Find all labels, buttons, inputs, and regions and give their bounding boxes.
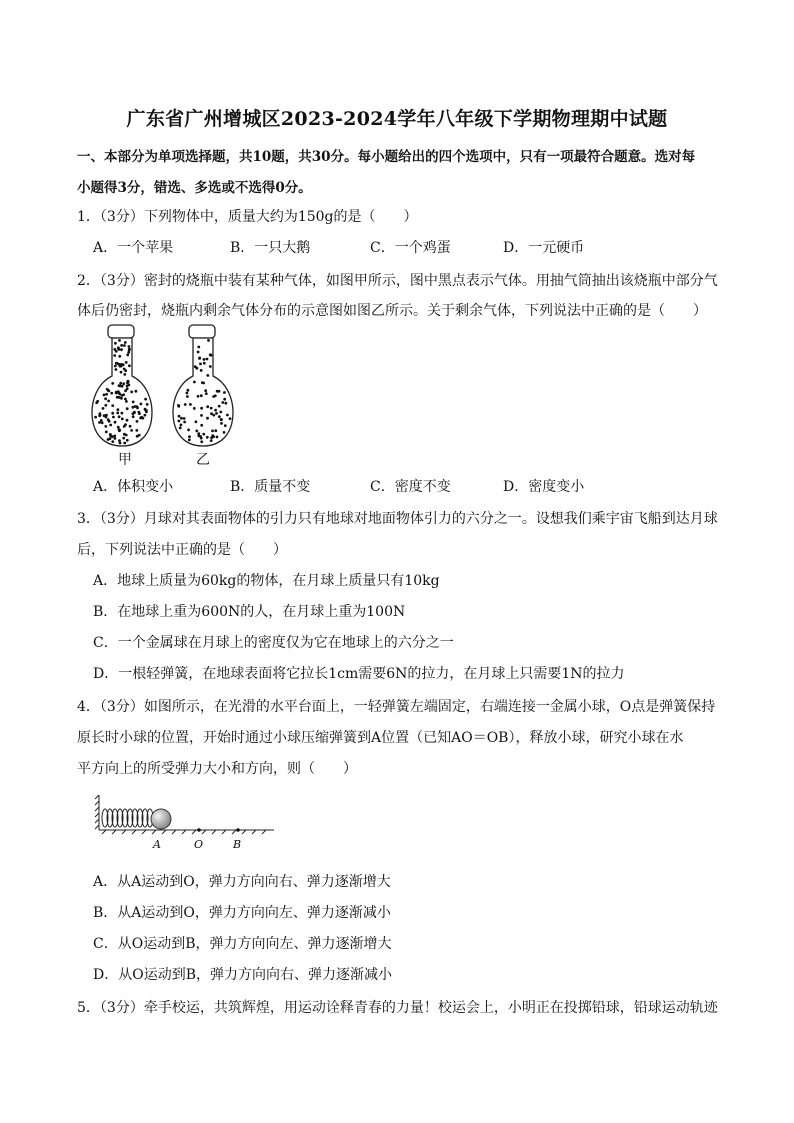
gas-dot (215, 412, 218, 415)
gas-dot (124, 369, 127, 372)
question-3-option-a: A．地球上质量为60kg的物体，在月球上质量只有10kg (93, 573, 440, 589)
gas-dot (186, 395, 189, 398)
gas-dot (193, 407, 196, 410)
point-b-marker (236, 828, 240, 832)
gas-dot (187, 429, 190, 432)
point-b-label: B (233, 838, 242, 851)
question-4-stem-line: 原长时小球的位置，开始时通过小球压缩弹簧到A位置（已知AO＝OB），释放小球，研究小球在水 (77, 730, 684, 746)
point-o-marker (197, 828, 201, 832)
gas-dot (198, 357, 201, 360)
question-1-option-b: B．一只大鹅 (230, 240, 311, 256)
gas-dot (111, 412, 114, 415)
gas-dot (194, 365, 197, 368)
gas-dot (195, 420, 198, 423)
gas-dot (197, 346, 200, 349)
gas-dot (134, 405, 137, 408)
gas-dot (199, 435, 202, 438)
gas-dot (197, 351, 200, 354)
gas-dot (117, 426, 120, 429)
gas-dot (105, 414, 108, 417)
gas-dot (177, 404, 180, 407)
gas-dot (189, 403, 192, 406)
gas-dot (180, 417, 183, 420)
figure-label-yi: 乙 (196, 452, 210, 468)
question-3-option-d: D．一根轻弹簧，在地球表面将它拉长1cm需要6N的拉力，在月球上只需要1N的拉力 (93, 666, 625, 682)
section-heading-line: 小题得3分，错选、多选或不选得0分。 (77, 180, 312, 196)
gas-dot (219, 411, 222, 414)
gas-dot (111, 440, 114, 443)
gas-dot (223, 398, 226, 401)
gas-dot (225, 402, 228, 405)
gas-dot (202, 433, 205, 436)
gas-dot (216, 390, 219, 393)
gas-dot (132, 415, 135, 418)
gas-dot (226, 414, 229, 417)
gas-dot (120, 394, 123, 397)
gas-dot (214, 409, 217, 412)
gas-dot (105, 393, 108, 396)
question-2-option-c: C．密度不变 (370, 479, 451, 495)
gas-dot (200, 394, 203, 397)
gas-dot (118, 392, 121, 395)
gas-dot (210, 407, 213, 410)
gas-dot (209, 365, 212, 368)
gas-dot (111, 404, 114, 407)
gas-dot (114, 437, 117, 440)
gas-dot (221, 401, 224, 404)
question-1-stem: 1．（3分）下列物体中，质量大约为150g的是（ ） (77, 209, 418, 225)
gas-dot (200, 369, 203, 372)
gas-dot (124, 398, 127, 401)
gas-dot (114, 421, 117, 424)
section-heading (77, 142, 717, 204)
gas-dot (118, 429, 121, 432)
gas-dot (218, 415, 221, 418)
flask-full-gas (92, 325, 152, 446)
gas-dot (123, 442, 126, 445)
gas-dot (120, 348, 123, 351)
gas-dot (206, 405, 209, 408)
gas-dot (178, 415, 181, 418)
gas-dot (135, 429, 138, 432)
gas-dot (203, 358, 206, 361)
gas-dot (117, 348, 120, 351)
gas-dot (120, 344, 123, 347)
question-1-options (93, 237, 584, 257)
gas-dot (200, 440, 203, 443)
gas-dot (200, 407, 203, 410)
gas-dot (122, 437, 125, 440)
gas-dot (126, 387, 129, 390)
gas-dot (120, 371, 123, 374)
gas-dot (137, 411, 140, 414)
gas-dot (197, 395, 200, 398)
gas-dot (99, 412, 102, 415)
gas-dot (117, 396, 120, 399)
question-3-stem-line: 后，下列说法中正确的是（ ） (77, 542, 287, 558)
gas-dot (127, 351, 130, 354)
gas-dot (107, 418, 110, 421)
question-4-stem-line: 4．（3分）如图所示，在光滑的水平台面上，一轻弹簧左端固定，右端连接一金属小球，O点是弹簧保持 (77, 699, 716, 715)
gas-dot (133, 411, 136, 414)
gas-dot (183, 417, 186, 420)
question-3-stem-line: 3．（3分）月球对其表面物体的引力只有地球对地面物体引力的六分之一。设想我们乘宇宙飞船到达月球 (77, 511, 718, 527)
gas-dot (95, 401, 98, 404)
question-4-stem-line: 平方向上的所受弹力大小和方向，则（ ） (77, 761, 357, 777)
gas-dot (195, 430, 198, 433)
question-2-option-d: D．密度变小 (503, 479, 585, 495)
gas-dot (113, 348, 116, 351)
gas-dot (183, 421, 186, 424)
gas-dot (107, 400, 110, 403)
question-1-option-d: D．一元硬币 (503, 240, 585, 256)
gas-dot (121, 418, 124, 421)
metal-ball (151, 809, 171, 829)
spring (102, 809, 153, 827)
gas-dot (107, 389, 110, 392)
gas-dot (118, 339, 121, 342)
gas-dot (128, 384, 131, 387)
gas-dot (184, 403, 187, 406)
gas-dot (141, 416, 144, 419)
gas-dot (123, 344, 126, 347)
gas-dot (113, 354, 116, 357)
gas-dot (125, 361, 128, 364)
gas-dot (201, 381, 204, 384)
gas-dot (214, 429, 217, 432)
gas-dot (124, 423, 127, 426)
gas-dot (105, 431, 108, 434)
question-2-stem-line: 2．（3分）密封的烧瓶中装有某种气体，如图甲所示，图中黑点表示气体。用抽气筒抽出该烧瓶中部分气 (77, 273, 718, 289)
gas-dot (206, 417, 209, 420)
gas-dot (121, 412, 124, 415)
gas-dot (118, 415, 121, 418)
gas-dot (136, 420, 139, 423)
gas-dot (112, 416, 115, 419)
gas-dot (218, 405, 221, 408)
figure-label-jia: 甲 (118, 452, 132, 468)
gas-dot (180, 424, 183, 427)
gas-dot (125, 400, 128, 403)
gas-dot (113, 435, 116, 438)
gas-dot (118, 355, 121, 358)
gas-dot (204, 389, 207, 392)
gas-dot (109, 435, 112, 438)
question-4-option-a: A．从A运动到O，弹力方向向右、弹力逐渐增大 (93, 874, 391, 890)
gas-dot (205, 392, 208, 395)
gas-dot (94, 416, 97, 419)
gas-dot (144, 398, 147, 401)
gas-dot (115, 391, 118, 394)
question-4-option-d: D．从O运动到B，弹力方向向右、弹力逐渐减小 (93, 967, 392, 983)
gas-dot (126, 354, 129, 357)
gas-dot (223, 431, 226, 434)
question-5-stem-line: 5．（3分）牵手校运，共筑辉煌，用运动诠释青春的力量！校运会上，小明正在投掷铅球，铅球运动轨迹 (77, 1000, 718, 1016)
gas-dot (193, 381, 196, 384)
question-3-option-b: B．在地球上重为600N的人，在月球上重为100N (93, 604, 406, 620)
gas-dot (209, 353, 212, 356)
question-2-stem-line: 体后仍密封，烧瓶内剩余气体分布的示意图如图乙所示。关于剩余气体，下列说法中正确的是（ ） (77, 303, 707, 319)
gas-dot (119, 384, 122, 387)
gas-dot (98, 421, 101, 424)
gas-dot (200, 424, 203, 427)
gas-dot (119, 365, 122, 368)
gas-dot (101, 421, 104, 424)
flask-partial-gas (173, 325, 233, 446)
gas-dot (103, 394, 106, 397)
gas-dot (179, 427, 182, 430)
gas-dot (117, 408, 120, 411)
gas-dot (111, 382, 114, 385)
gas-dot (119, 382, 122, 385)
gas-dot (119, 442, 122, 445)
gas-dot (144, 408, 147, 411)
gas-dot (123, 373, 126, 376)
section-heading-line: 一、本部分为单项选择题，共10题，共30分。每小题给出的四个选项中，只有一项最符合题意。选对每 (77, 149, 696, 165)
gas-dot (186, 392, 189, 395)
gas-dot (122, 363, 125, 366)
gas-dot (104, 425, 107, 428)
gas-dot (206, 436, 209, 439)
gas-dot (220, 418, 223, 421)
gas-dot (130, 429, 133, 432)
gas-dot (116, 412, 119, 415)
gas-dot (211, 430, 214, 433)
question-1-option-a: A．一个苹果 (93, 240, 174, 256)
question-1-option-c: C．一个鸡蛋 (370, 240, 451, 256)
gas-dot (140, 403, 143, 406)
gas-dot (144, 414, 147, 417)
gas-dot (203, 362, 206, 365)
gas-dot (188, 439, 191, 442)
spring-ball-figure (94, 790, 279, 835)
gas-dot (104, 397, 107, 400)
gas-dot (102, 407, 105, 410)
gas-dot (109, 437, 112, 440)
gas-dot (135, 390, 138, 393)
gas-dot (104, 404, 107, 407)
gas-dot (115, 368, 118, 371)
question-2-option-a: A．体积变小 (93, 479, 174, 495)
gas-dot (224, 424, 227, 427)
gas-dot (126, 407, 129, 410)
gas-dot (114, 342, 117, 345)
gas-dot (126, 439, 129, 442)
question-3-option-c: C．一个金属球在月球上的密度仅为它在地球上的六分之一 (93, 635, 454, 651)
gas-dot (145, 410, 148, 413)
gas-dot (220, 422, 223, 425)
question-4-option-b: B．从A运动到O，弹力方向向左、弹力逐渐减小 (93, 905, 391, 921)
gas-dot (110, 392, 113, 395)
gas-dot (207, 339, 210, 342)
gas-dot (124, 341, 127, 344)
gas-dot (206, 358, 209, 361)
gas-dot (210, 439, 213, 442)
point-a-label: A (153, 838, 161, 851)
gas-dot (109, 424, 112, 427)
gas-dot (126, 419, 129, 422)
gas-dot (210, 436, 213, 439)
gas-dot (212, 414, 215, 417)
gas-dot (212, 395, 215, 398)
gas-dot (216, 436, 219, 439)
gas-dot (200, 414, 203, 417)
gas-dot (136, 435, 139, 438)
gas-dot (229, 417, 232, 420)
gas-dot (114, 365, 117, 368)
gas-dot (127, 380, 130, 383)
gas-dot (122, 382, 125, 385)
gas-dot (132, 401, 135, 404)
gas-dot (116, 362, 119, 365)
question-4-option-c: C．从O运动到B，弹力方向向左、弹力逐渐增大 (93, 936, 392, 952)
gas-dot (130, 391, 133, 394)
gas-dot (199, 363, 202, 366)
gas-dot (128, 345, 131, 348)
gas-dot (187, 389, 190, 392)
gas-dot (178, 420, 181, 423)
gas-dot (188, 435, 191, 438)
question-2-option-b: B．质量不变 (230, 479, 311, 495)
gas-dot (118, 439, 121, 442)
gas-dot (146, 403, 149, 406)
question-2-options (93, 476, 584, 496)
gas-dot (206, 374, 209, 377)
page-title: 广东省广州增城区2023-2024学年八年级下学期物理期中试题 (126, 108, 668, 130)
point-o-label: O (194, 838, 204, 851)
gas-dot (125, 434, 128, 437)
gas-dot (129, 425, 132, 428)
gas-dot (128, 364, 131, 367)
flask-figure (86, 320, 256, 470)
gas-dot (223, 391, 226, 394)
